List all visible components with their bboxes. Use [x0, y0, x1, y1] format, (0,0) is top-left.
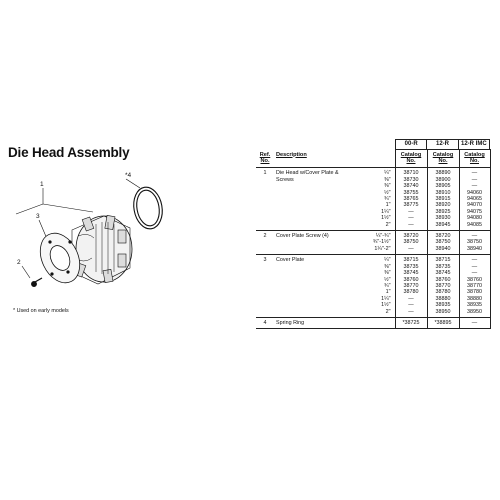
col-description: Description: [274, 150, 358, 168]
catalog-00r-cell: 38770: [395, 283, 427, 289]
catalog-12r-imc-cell: 94070: [459, 202, 490, 208]
catalog-00r-cell: 38735: [395, 264, 427, 270]
ref-no-cell: 2: [256, 231, 274, 255]
description-cell: Cover Plate Screw (4): [274, 231, 358, 255]
model-header-12r-imc: 12-R IMC: [458, 140, 489, 149]
catalog-00r-cell: —: [395, 222, 427, 231]
catalog-00r-cell: 38715: [395, 255, 427, 264]
footnote: * Used on early models: [13, 308, 69, 314]
description-cell: Cover Plate: [274, 255, 358, 318]
catalog-12r-cell: 38890: [427, 168, 459, 177]
ref-no-cell: 3: [256, 255, 274, 318]
page-title: Die Head Assembly: [8, 145, 130, 160]
description-cell: Die Head w/Cover Plate & Screws: [274, 168, 358, 231]
callout-4: *4: [125, 172, 132, 179]
catalog-12r-cell: 38750: [427, 239, 459, 245]
catalog-12r-cell: 38770: [427, 283, 459, 289]
size-cell: ¾"-1½": [372, 239, 391, 246]
size-cell: ¾": [384, 196, 391, 203]
catalog-12r-imc-cell: 38760: [459, 277, 490, 283]
catalog-12r-cell: 38920: [427, 202, 459, 208]
parts-table: [256, 139, 490, 360]
size-cell: 1¼": [381, 295, 391, 302]
size-cell: 1½": [381, 215, 391, 222]
catalog-12r-imc-cell: 94060: [459, 190, 490, 196]
catalog-00r-cell: 38720: [395, 231, 427, 240]
size-cell: ½": [384, 189, 391, 196]
catalog-12r-cell: 38720: [427, 231, 459, 240]
catalog-12r-cell: 38900: [427, 177, 459, 183]
catalog-12r-imc-cell: 38880: [459, 296, 490, 302]
ref-no-cell: 1: [256, 168, 274, 231]
size-cell: ¼": [384, 170, 391, 177]
catalog-12r-cell: 38940: [427, 246, 459, 255]
size-cell: 2": [358, 222, 395, 231]
catalog-12r-cell: 38930: [427, 215, 459, 221]
catalog-12r-imc-cell: 38935: [459, 302, 490, 308]
size-cell: 2": [358, 309, 395, 318]
description-cell: Spring Ring: [274, 317, 358, 328]
catalog-12r-imc-cell: 94080: [459, 215, 490, 221]
callout-1: 1: [40, 181, 44, 188]
catalog-12r-imc-cell: 38940: [459, 246, 490, 255]
size-cell: 1": [385, 289, 391, 296]
size-cell: ½": [384, 276, 391, 283]
table-row: [256, 317, 490, 328]
catalog-00r-cell: 38760: [395, 277, 427, 283]
size-cell: ⅜": [384, 183, 391, 190]
model-header-12r: 12-R: [426, 140, 457, 149]
size-cell: 1¼"-2": [358, 246, 395, 255]
size-cell: ¾": [384, 282, 391, 289]
catalog-12r-imc-cell: —: [459, 183, 490, 189]
catalog-00r-cell: —: [395, 209, 427, 215]
catalog-12r-cell: 38735: [427, 264, 459, 270]
catalog-12r-imc-cell: —: [459, 270, 490, 276]
catalog-12r-imc-cell: —: [459, 317, 490, 328]
catalog-12r-cell: 38915: [427, 196, 459, 202]
catalog-00r-cell: —: [395, 302, 427, 308]
callout-3: 3: [36, 213, 40, 220]
catalog-00r-cell: 38710: [395, 168, 427, 177]
catalog-12r-imc-cell: 94065: [459, 196, 490, 202]
catalog-00r-cell: —: [395, 309, 427, 318]
catalog-12r-cell: 38945: [427, 222, 459, 231]
size-cell: ¼"-¾": [375, 233, 391, 240]
ref-no-cell: 4: [256, 317, 274, 328]
catalog-12r-cell: 38950: [427, 309, 459, 318]
col-catalog-12r-imc: Catalog No.: [459, 150, 490, 168]
col-ref: Ref. No.: [256, 150, 274, 168]
size-cell: ⅜": [384, 176, 391, 183]
size-cell: ⅜": [384, 263, 391, 270]
model-header-row: [395, 139, 490, 149]
table-row: [256, 168, 490, 177]
catalog-12r-imc-cell: —: [459, 231, 490, 240]
catalog-12r-imc-cell: —: [459, 264, 490, 270]
catalog-00r-cell: 38745: [395, 270, 427, 276]
catalog-12r-cell: 38910: [427, 190, 459, 196]
catalog-00r-cell: 38780: [395, 289, 427, 295]
table-row: [256, 255, 490, 264]
catalog-12r-cell: 38760: [427, 277, 459, 283]
catalog-00r-cell: —: [395, 215, 427, 221]
catalog-00r-cell: —: [395, 296, 427, 302]
catalog-12r-cell: 38880: [427, 296, 459, 302]
catalog-00r-cell: 38740: [395, 183, 427, 189]
parts-table-body: [256, 168, 490, 329]
catalog-12r-cell: 38925: [427, 209, 459, 215]
catalog-12r-imc-cell: 38750: [459, 239, 490, 245]
col-catalog-00r: Catalog No.: [395, 150, 427, 168]
catalog-12r-imc-cell: 38950: [459, 309, 490, 318]
catalog-12r-imc-cell: 38780: [459, 289, 490, 295]
die-head-diagram: [8, 166, 240, 346]
catalog-12r-cell: 38935: [427, 302, 459, 308]
model-header-00r: 00-R: [404, 141, 418, 147]
size-cell: [358, 317, 395, 328]
catalog-00r-cell: 38750: [395, 239, 427, 245]
catalog-12r-cell: 38745: [427, 270, 459, 276]
size-cell: ⅜": [384, 270, 391, 277]
catalog-12r-cell: 38780: [427, 289, 459, 295]
catalog-12r-imc-cell: 38770: [459, 283, 490, 289]
catalog-12r-cell: *38895: [427, 317, 459, 328]
catalog-00r-cell: 38755: [395, 190, 427, 196]
col-catalog-12r: Catalog No.: [427, 150, 459, 168]
parts-list-table: [256, 149, 491, 329]
catalog-12r-imc-cell: —: [459, 168, 490, 177]
catalog-00r-cell: 38730: [395, 177, 427, 183]
catalog-12r-cell: 38715: [427, 255, 459, 264]
catalog-12r-imc-cell: 94085: [459, 222, 490, 231]
catalog-12r-imc-cell: —: [459, 177, 490, 183]
size-cell: 1½": [381, 302, 391, 309]
size-cell: ¼": [384, 257, 391, 264]
catalog-12r-imc-cell: 94075: [459, 209, 490, 215]
size-cell: 1": [385, 202, 391, 209]
catalog-00r-cell: —: [395, 246, 427, 255]
callout-2: 2: [17, 259, 21, 266]
catalog-12r-cell: 38905: [427, 183, 459, 189]
catalog-00r-cell: 38775: [395, 202, 427, 208]
size-cell: 1¼": [381, 208, 391, 215]
catalog-00r-cell: 38765: [395, 196, 427, 202]
catalog-12r-imc-cell: —: [459, 255, 490, 264]
catalog-00r-cell: *38725: [395, 317, 427, 328]
